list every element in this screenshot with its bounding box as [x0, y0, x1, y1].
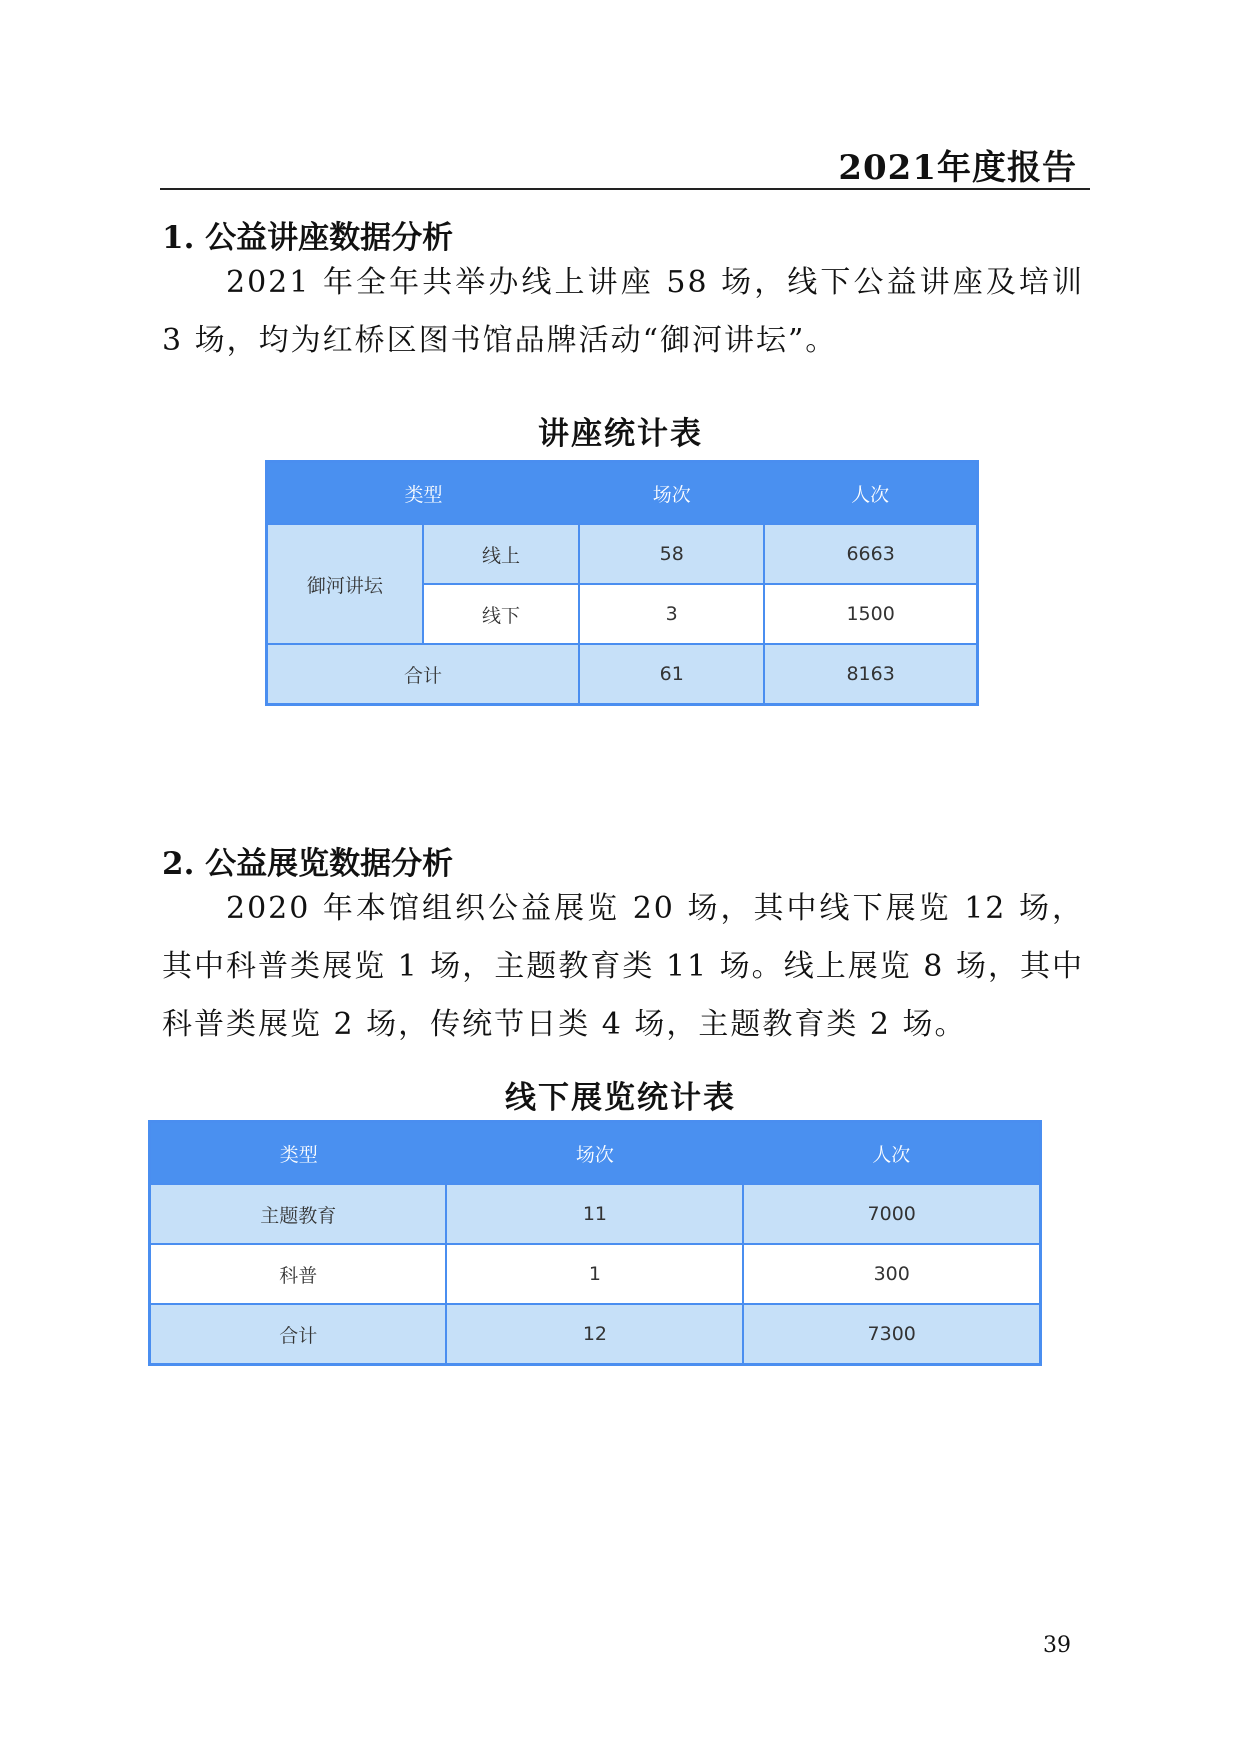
page-number: 39 [1043, 1633, 1071, 1658]
table-header-row [150, 1122, 1041, 1185]
total-sessions: 12 [446, 1304, 743, 1365]
table-row [150, 1244, 1041, 1304]
header-sessions: 场次 [446, 1122, 743, 1185]
row-sessions: 1 [446, 1244, 743, 1304]
section-heading-lectures: 1. 公益讲座数据分析 [162, 220, 454, 256]
header-visitors: 人次 [743, 1122, 1040, 1185]
row-type: 主题教育 [150, 1184, 447, 1244]
group-label: 御河讲坛 [267, 524, 423, 644]
header-divider [160, 188, 1090, 190]
row-visitors: 300 [743, 1244, 1040, 1304]
row-visitors: 1500 [764, 584, 977, 644]
row-sessions: 11 [446, 1184, 743, 1244]
total-sessions: 61 [579, 644, 764, 705]
row-visitors: 6663 [764, 524, 977, 584]
lecture-stats-table [265, 460, 979, 706]
section-heading-exhibitions: 2. 公益展览数据分析 [162, 846, 454, 882]
total-label: 合计 [267, 644, 580, 705]
total-label: 合计 [150, 1304, 447, 1365]
header-visitors: 人次 [764, 462, 977, 525]
row-type: 线上 [423, 524, 579, 584]
report-title: 2021年度报告 [838, 148, 1077, 188]
exhibition-stats-table [148, 1120, 1042, 1366]
row-type: 线下 [423, 584, 579, 644]
table-row [150, 1184, 1041, 1244]
table-title-lectures: 讲座统计表 [538, 416, 703, 452]
section-paragraph-lectures: 2021 年全年共举办线上讲座 58 场，线下公益讲座及培训 3 场，均为红桥区图书馆品牌活动“御河讲坛”。 [162, 265, 1084, 358]
table-total-row [267, 644, 978, 705]
total-visitors: 8163 [764, 644, 977, 705]
table-total-row [150, 1304, 1041, 1365]
table-header-row [267, 462, 978, 525]
row-visitors: 7000 [743, 1184, 1040, 1244]
table-row [267, 524, 978, 584]
header-type: 类型 [267, 462, 580, 525]
row-sessions: 58 [579, 524, 764, 584]
row-type: 科普 [150, 1244, 447, 1304]
header-type: 类型 [150, 1122, 447, 1185]
table-title-exhibitions: 线下展览统计表 [505, 1080, 736, 1116]
total-visitors: 7300 [743, 1304, 1040, 1365]
section-paragraph-exhibitions: 2020 年本馆组织公益展览 20 场，其中线下展览 12 场，其中科普类展览 1 场，主题教育类 11 场。线上展览 8 场，其中科普类展览 2 场，传统节日类 4 场，主题教育类 2 场。 [162, 891, 1084, 1042]
header-sessions: 场次 [579, 462, 764, 525]
row-sessions: 3 [579, 584, 764, 644]
